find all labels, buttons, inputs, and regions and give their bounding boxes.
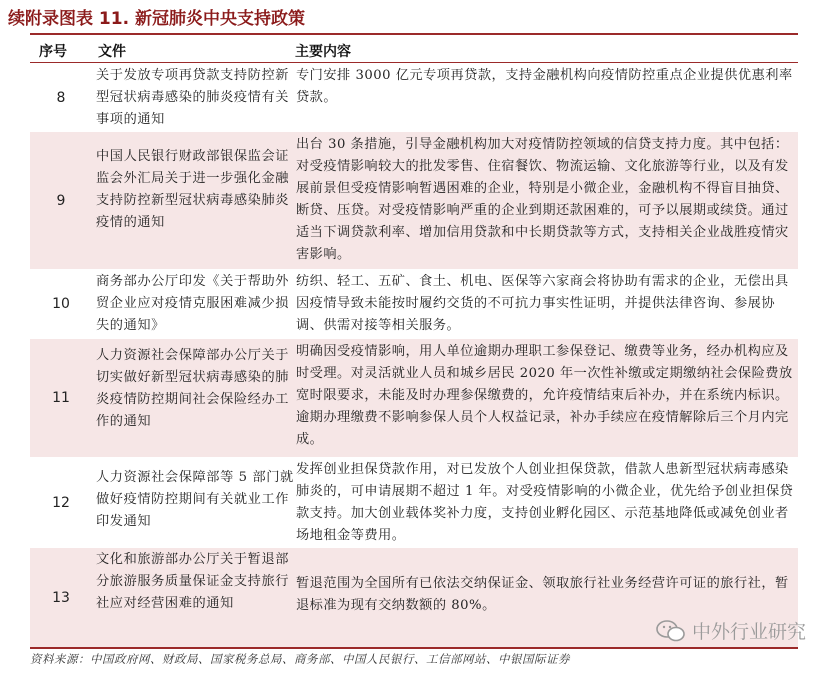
- row-content: 暂退范围为全国所有已依法交纳保证金、领取旅行社业务经营许可证的旅行社，暂退标准为现有交纳数额的 80%。: [296, 576, 789, 613]
- watermark-text: 中外行业研究: [691, 621, 806, 643]
- row-document: 商务部办公厅印发《关于帮助外贸企业应对疫情克服困难减少损失的通知》: [96, 274, 290, 333]
- row-document: 人力资源社会保障部等 5 部门就做好疫情防控期间有关就业工作印发通知: [96, 470, 294, 529]
- row-number: 10: [52, 296, 70, 312]
- row-number: 8: [56, 89, 66, 106]
- row-content: 明确因受疫情影响，用人单位逾期办理职工参保登记、缴费等业务，经办机构应及时受理。对灵活就业人员和城乡居民 2020 年一次性补缴或定期缴纳社会保险费放宽时限要求，未能及时办理参保缴费的，允许疫情结束后补办，并在系统内标识。逾期办理缴费不影响参保人员个人权益记录，补办手续应在疫情解除后三个月内完成。: [296, 344, 793, 447]
- table-row: [30, 457, 798, 548]
- table-row: [30, 132, 798, 269]
- table-row: [30, 269, 798, 339]
- row-content: 发挥创业担保贷款作用，对已发放个人创业担保贷款，借款人患新型冠状病毒感染肺炎的，可申请展期不超过 1 年。对受疫情影响的小微企业，优先给予创业担保贷款支持。加大创业载体奖补力度，支持创业孵化园区、示范基地降低或减免创业者场地租金等费用。: [296, 462, 794, 543]
- top-rule: [30, 33, 798, 35]
- row-document: 关于发放专项再贷款支持防控新型冠状病毒感染的肺炎疫情有关事项的通知: [96, 68, 290, 127]
- row-number: 12: [52, 494, 70, 511]
- page-title: 续附录图表 11. 新冠肺炎中央支持政策: [8, 9, 305, 29]
- watermark: [656, 617, 806, 644]
- source-note: 资料来源：中国政府网、财政局、国家税务总局、商务部、中国人民银行、工信部网站、中银国际证券: [30, 652, 570, 666]
- table-row: [30, 63, 798, 132]
- table-header: [30, 36, 798, 63]
- row-document: 文化和旅游部办公厅关于暂退部分旅游服务质量保证金支持旅行社应对经营困难的通知: [96, 552, 290, 611]
- row-number: 9: [56, 192, 66, 209]
- row-document: 中国人民银行财政部银保监会证监会外汇局关于进一步强化金融支持防控新型冠状病毒感染肺炎疫情的通知: [96, 149, 290, 230]
- bottom-rule: [30, 647, 798, 649]
- row-content: 出台 30 条措施，引导金融机构加大对疫情防控领域的信贷支持力度。其中包括：对受疫情影响较大的批发零售、住宿餐饮、物流运输、文化旅游等行业，以及有发展前景但受疫情影响暂遇困难的企业，特别是小微企业，金融机构不得盲目抽贷、断贷、压贷。对受疫情影响严重的企业到期还款困难的，可予以展期或续贷。通过适当下调贷款利率、增加信用贷款和中长期贷款等方式，支持相关企业战胜疫情灾害影响。: [296, 137, 789, 262]
- wechat-icon: [656, 619, 686, 643]
- row-document: 人力资源社会保障部办公厅关于切实做好新型冠状病毒感染的肺炎疫情防控期间社会保险经办工作的通知: [96, 348, 290, 429]
- row-number: 11: [52, 390, 70, 406]
- header-content: 主要内容: [295, 44, 351, 60]
- header-no: 序号: [39, 44, 67, 60]
- row-content: 纺织、轻工、五矿、食土、机电、医保等六家商会将协助有需求的企业，无偿出具因疫情导致未能按时履约交货的不可抗力事实性证明，并提供法律咨询、参展协调、供需对接等相关服务。: [296, 274, 789, 333]
- header-document: 文件: [98, 44, 126, 60]
- table-row: [30, 339, 798, 457]
- row-content: 专门安排 3000 亿元专项再贷款，支持金融机构向疫情防控重点企业提供优惠利率贷款。: [296, 68, 793, 105]
- row-number: 13: [52, 589, 70, 606]
